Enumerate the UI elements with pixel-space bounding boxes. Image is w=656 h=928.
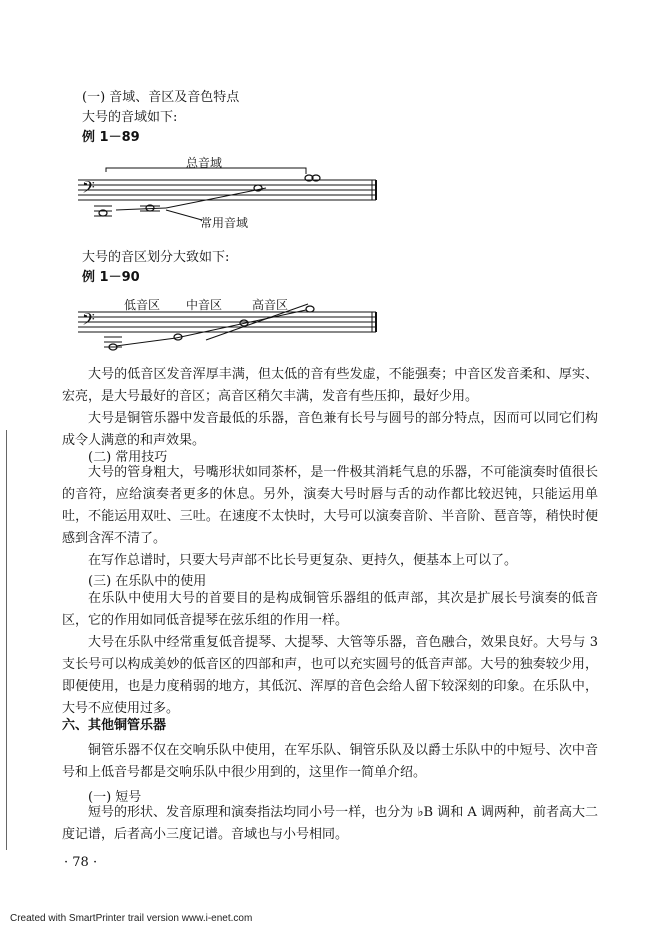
example-label-1-89: 例 1－89: [82, 130, 140, 145]
scan-edge-line: [6, 430, 7, 850]
chapter-heading-other-brass: 六、其他铜管乐器: [62, 718, 167, 733]
svg-text:𝄢: 𝄢: [82, 309, 95, 333]
paragraph-group-c: [62, 588, 598, 720]
paragraph-registers: 大号的低音区发音浑厚丰满，但太低的音有些发虚，不能强奏；中音区发音柔和、厚实、宏亮，是大号最好的音区；高音区稍欠丰满，发音有些压抑，最好少用。: [62, 367, 598, 404]
paragraph-purpose: 在乐队中使用大号的首要目的是构成铜管乐器组的低声部，其次是扩展长号演奏的低音区，它的作用如同低音提琴在弦乐组的作用一样。: [62, 591, 598, 628]
low-register-label: 低音区: [124, 298, 161, 312]
section-heading-cornet: (一) 短号: [88, 790, 142, 805]
paragraph-breath: 大号的管身粗大，号嘴形状如同茶杯，是一件极其消耗气息的乐器，不可能演奏时值很长的音符，应给演奏者更多的休息。另外，演奏大号时唇与舌的动作都比较迟钝，只能运用单吐，不能运用双吐、三吐。在速度不太快时，大号可以演奏音阶、半音阶、琶音等，稍快时便感到含浑不清了。: [62, 465, 598, 546]
paragraph-other-brass-intro: 铜管乐器不仅在交响乐队中使用，在军乐队、铜管乐队及以爵士乐队中的中短号、次中音号和上低音号都是交响乐队中很少用到的，这里作一简单介绍。: [62, 743, 598, 780]
paragraph-score-writing: 在写作总谱时，只要大号声部不比长号更复杂、更持久，便基本上可以了。: [88, 553, 518, 568]
register-intro-line: 大号的音区划分大致如下:: [82, 250, 230, 265]
total-range-label: 总音域: [186, 156, 223, 170]
section-heading-techniques: (二) 常用技巧: [88, 450, 168, 465]
range-intro-line: 大号的音域如下:: [82, 110, 178, 125]
paragraph-timbre: 大号是铜管乐器中发音最低的乐器，音色兼有长号与圆号的部分特点，因而可以同它们构成令人满意的和声效果。: [62, 411, 598, 448]
page-number: · 78 ·: [64, 855, 98, 870]
paragraph-doubling: 大号在乐队中经常重复低音提琴、大提琴、大管等乐器，音色融合，效果良好。大号与 3 支长号可以构成美妙的低音区的四部和声，也可以充实圆号的低音声部。大号的独奏较少用，即便使用，也是力度稍弱的地方，其低沉、浑厚的音色会给人留下较深刻的印象。在乐队中，大号不应使用过多。: [62, 635, 598, 716]
example-1-89-staff: [76, 158, 396, 228]
paragraph-group-a: [62, 364, 598, 452]
svg-text:𝄢: 𝄢: [82, 177, 95, 201]
paragraph-group-b: [62, 462, 598, 572]
high-register-label: 高音区: [252, 298, 289, 312]
example-label-1-90: 例 1－90: [82, 270, 140, 285]
paragraph-cornet: 短号的形状、发音原理和演奏指法均同小号一样，也分为 ♭B 调和 A 调两种，前者高大二度记谱，后者高小三度记谱。音域也与小号相同。: [62, 805, 598, 842]
mid-register-label: 中音区: [186, 298, 223, 312]
paragraph-group-e: [62, 802, 598, 846]
section-heading-range: (一) 音域、音区及音色特点: [82, 90, 240, 105]
example-1-90-staff: [76, 300, 396, 360]
paragraph-group-d: [62, 740, 598, 784]
section-heading-orchestra-use: (三) 在乐队中的使用: [88, 574, 207, 589]
common-range-label: 常用音域: [200, 216, 249, 230]
watermark-footer: Created with SmartPrinter trail version www.i-enet.com: [10, 913, 253, 924]
